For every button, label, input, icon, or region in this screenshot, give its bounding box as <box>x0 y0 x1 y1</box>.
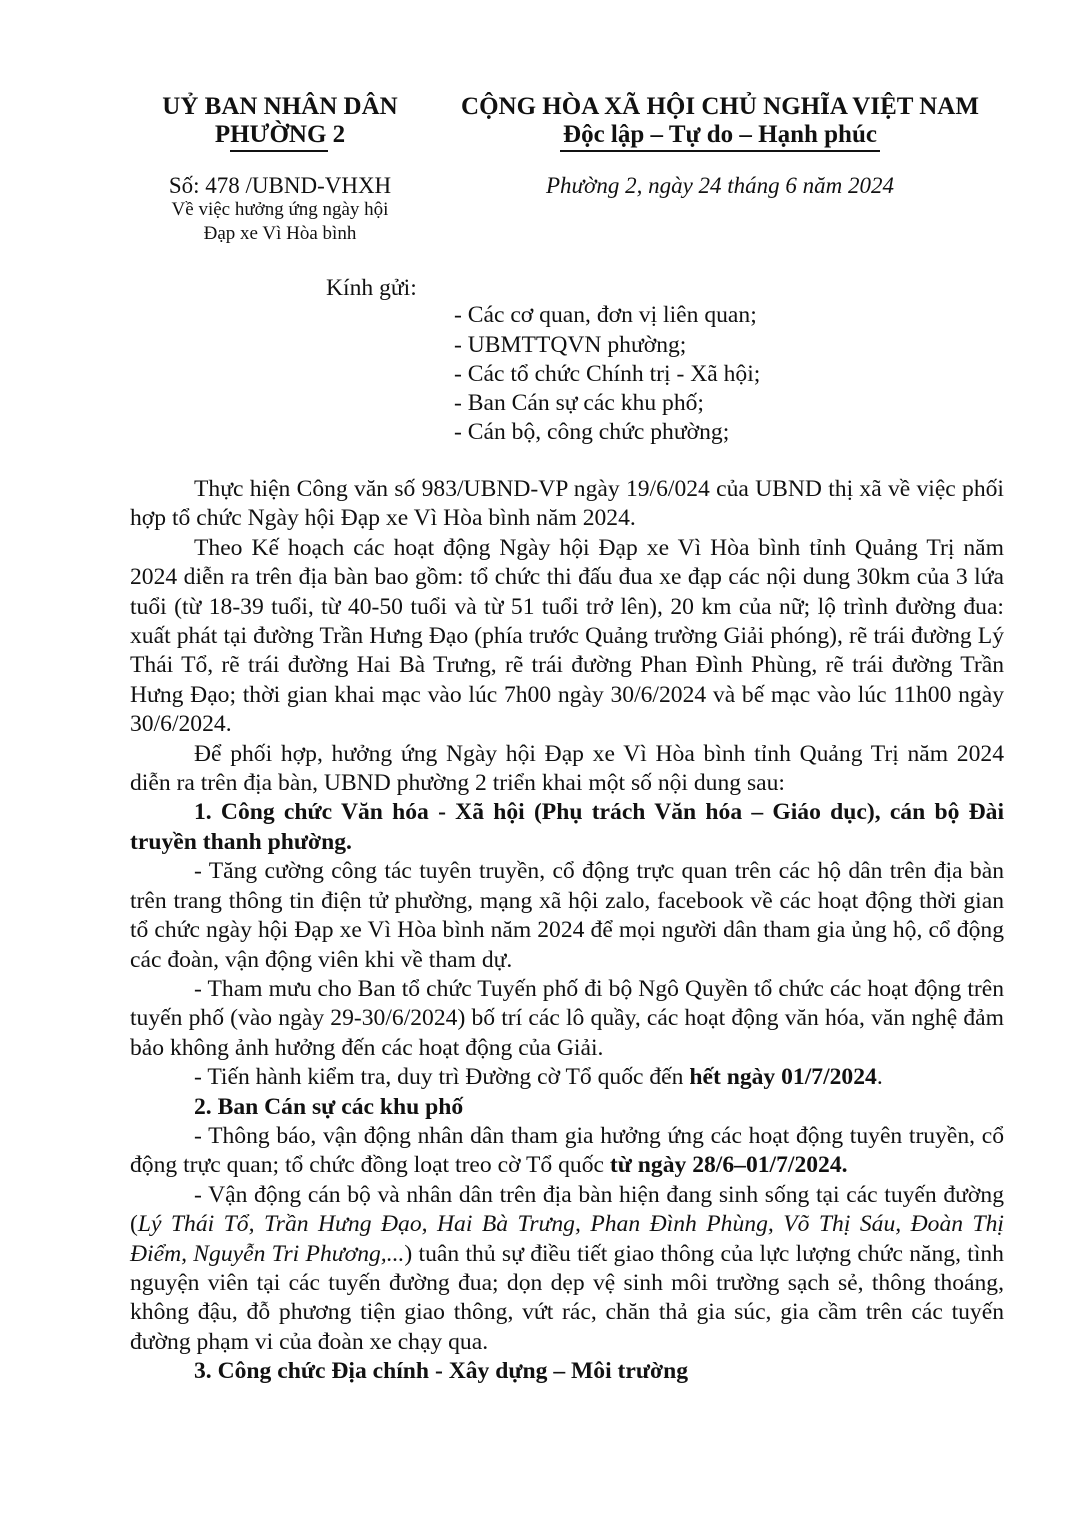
org-unit: PHƯỜNG 2 <box>214 121 346 148</box>
text-run: - Vận động cán bộ và nhân dân trên địa bàn hiện đang sinh sống tại các tuyến đường ( <box>130 1181 1004 1238</box>
body-paragraph: - Tham mưu cho Ban tổ chức Tuyến phố đi bộ Ngô Quyền tổ chức các hoạt động trên tuyến phố (vào ngày 29-30/6/2024) bố trí các lô quầy, các hoạt động văn hóa, văn nghệ đảm bảo không ảnh hưởng đến các hoạt động của Giải. <box>130 975 1004 1061</box>
text-run: - Tiến hành kiểm tra, duy trì Đường cờ Tổ quốc đến <box>194 1064 690 1091</box>
deadline-text: hết ngày 01/7/2024 <box>689 1064 877 1091</box>
national-motto: Độc lập – Tự do – Hạnh phúc <box>563 121 877 148</box>
text-run: - Thông báo, vận động nhân dân tham gia hưởng ứng các hoạt động tuyên truyền, cổ động trực quan; tổ chức đồng loạt treo cờ Tổ quốc <box>130 1122 1004 1179</box>
street-list: Lý Thái Tổ, Trần Hưng Đạo, Hai Bà Trưng, Phan Đình Phùng, Võ Thị Sáu, Đoàn Thị Điểm, Nguyễn Tri Phương,... <box>130 1211 1004 1267</box>
org-underline <box>230 150 328 152</box>
body-paragraph <box>130 1181 1004 1357</box>
document-number: Số: 478 /UBND-VHXH <box>168 173 392 198</box>
body-paragraph: Để phối hợp, hưởng ứng Ngày hội Đạp xe Vì Hòa bình tỉnh Quảng Trị năm 2024 diễn ra trên địa bàn, UBND phường 2 triển khai một số nội dung sau: <box>130 740 1004 797</box>
place-date: Phường 2, ngày 24 tháng 6 năm 2024 <box>545 173 895 198</box>
body-paragraph <box>130 1122 1004 1181</box>
body-paragraph: - Tăng cường công tác tuyên truyền, cổ động trực quan trên các hộ dân trên địa bàn trên trang thông tin điện tử phường, mạng xã hội zalo, facebook về các hoạt động thời gian tổ chức ngày hội Đạp xe Vì Hòa bình năm 2024 để mọi người dân tham gia ủng hộ, cổ động các đoàn, vận động viên khi về tham dự. <box>130 858 1004 973</box>
subject-line-2: Đạp xe Vì Hòa bình <box>203 223 357 244</box>
org-name: UỶ BAN NHÂN DÂN <box>162 93 398 120</box>
recipient-item: - Các tổ chức Chính trị - Xã hội; <box>454 361 761 387</box>
recipient-item: - Các cơ quan, đơn vị liên quan; <box>454 302 757 328</box>
section-heading: 3. Công chức Địa chính - Xây dựng – Môi trường <box>194 1358 689 1385</box>
recipient-item: - UBMTTQVN phường; <box>454 332 687 358</box>
body-paragraph: Theo Kế hoạch các hoạt động Ngày hội Đạp xe Vì Hòa bình tỉnh Quảng Trị năm 2024 diễn ra trên địa bàn bao gồm: tổ chức thi đấu đua xe đạp các nội dung 30km của 3 lứa tuổi (từ 18-39 tuổi, từ 40-50 tuổi và từ 51 tuổi trở lên), 20 km của nữ; lộ trình đường đua: xuất phát tại đường Trần Hưng Đạo (phía trước Quảng trường Giải phóng), rẽ trái đường Lý Thái Tổ, rẽ trái đường Hai Bà Trưng, rẽ trái đường Phan Đình Phùng, rẽ trái đường Trần Hưng Đạo; thời gian khai mạc vào lúc 7h00 ngày 30/6/2024 và bế mạc vào lúc 11h00 ngày 30/6/2024. <box>130 534 1004 738</box>
subject-line-1: Về việc hưởng ứng ngày hội <box>171 199 389 220</box>
recipient-item: - Cán bộ, công chức phường; <box>454 419 730 445</box>
text-run: . <box>876 1064 883 1091</box>
text-run: ) tuân thủ sự điều tiết giao thông của lực lượng chức năng, tình nguyện viên tại các tuyến đường đua; dọn dẹp vệ sinh môi trường sạch sẻ, thông thoáng, không đậu, đỗ phương tiện giao thông, vứt rác, chăn thả gia súc, gia cầm trên các tuyến đường phạm vi của đoàn xe chạy qua. <box>130 1240 1004 1355</box>
body-paragraph: Thực hiện Công văn số 983/UBND-VP ngày 19/6/024 của UBND thị xã về việc phối hợp tổ chức Ngày hội Đạp xe Vì Hòa bình năm 2024. <box>130 476 1004 532</box>
recipient-item: - Ban Cán sự các khu phố; <box>454 390 704 416</box>
recipients-label: Kính gửi: <box>326 275 417 301</box>
motto-underline <box>560 150 880 152</box>
body-paragraph <box>130 1063 1004 1092</box>
date-range-text: từ ngày 28/6–01/7/2024. <box>609 1152 848 1179</box>
section-heading: 1. Công chức Văn hóa - Xã hội (Phụ trách Văn hóa – Giáo dục), cán bộ Đài truyền thanh phường. <box>130 799 1004 855</box>
section-heading: 2. Ban Cán sự các khu phố <box>194 1093 464 1120</box>
document-body <box>130 475 1004 1387</box>
national-title: CỘNG HÒA XÃ HỘI CHỦ NGHĨA VIỆT NAM <box>461 93 979 120</box>
